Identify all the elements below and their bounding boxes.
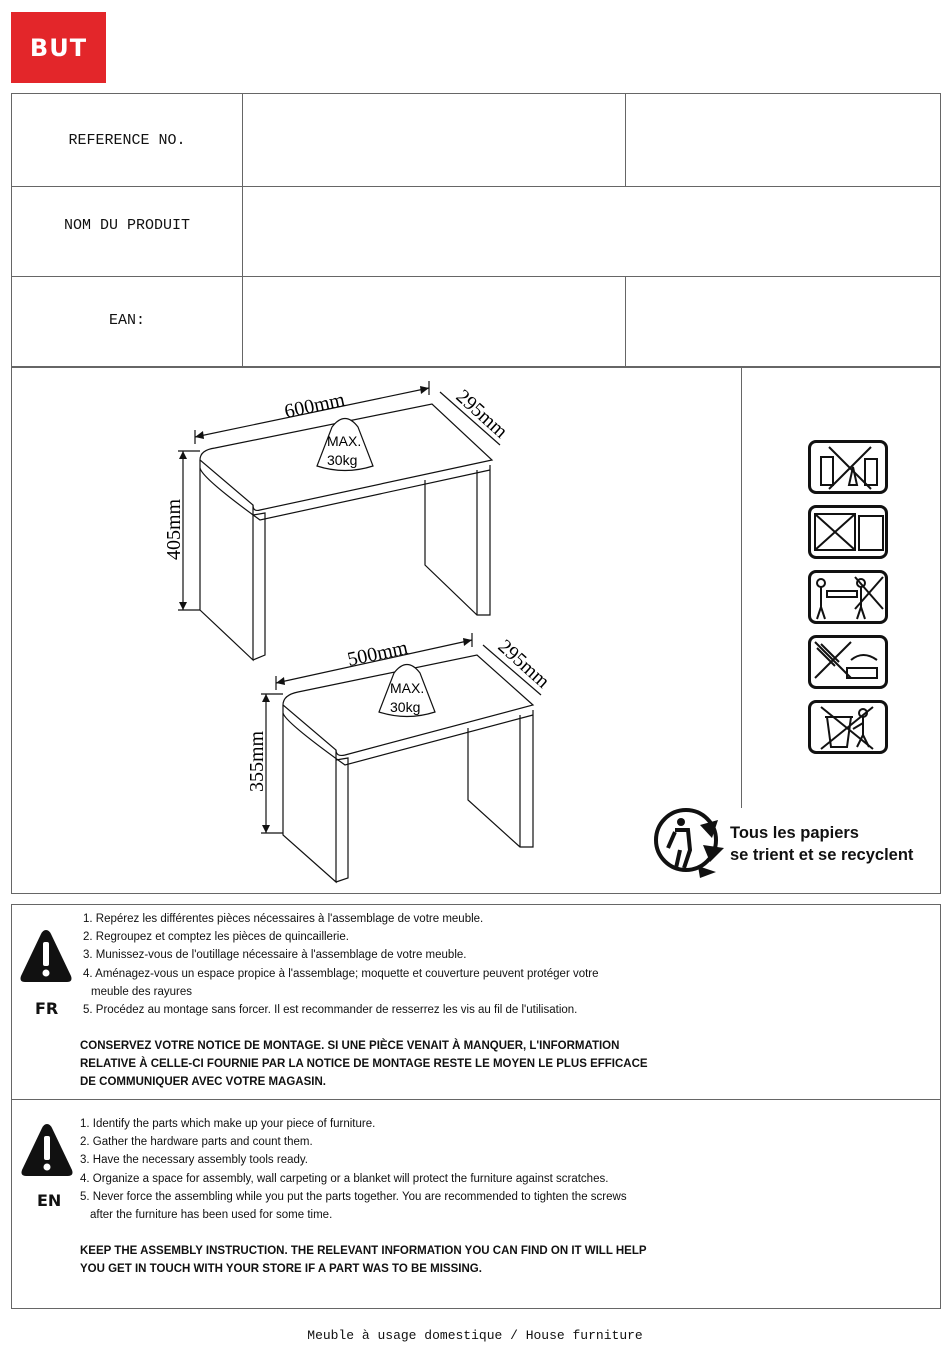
lang-label-fr: FR [35, 999, 59, 1018]
recycling-message [730, 822, 913, 866]
large-table-height-label: 405mm [163, 498, 185, 560]
fr-step-2: 2. Regroupez et comptez les pièces de quincaillerie. [83, 931, 349, 944]
fr-notice-2: RELATIVE À CELLE-CI FOURNIE PAR LA NOTICE DE MONTAGE RESTE LE MOYEN LE PLUS EFFICACE [80, 1058, 648, 1071]
reference-label: REFERENCE NO. [68, 132, 186, 149]
product-name-label: NOM DU PRODUIT [63, 217, 191, 234]
no-scratch-icon [808, 635, 888, 689]
small-table-max-label: MAX. [390, 680, 425, 696]
fr-step-1: 1. Repérez les différentes pièces nécessaires à l'assemblage de votre meuble. [83, 913, 484, 925]
ean-label: EAN: [108, 312, 145, 329]
triman-recycle-icon [656, 810, 724, 878]
instructions-en-steps [80, 1115, 627, 1224]
footer-text: Meuble à usage domestique / House furniture [307, 1328, 643, 1343]
large-table-max-label: MAX. [327, 433, 362, 449]
small-table-load-label: 30kg [390, 699, 421, 715]
en-step-2: 2. Gather the hardware parts and count them. [80, 1136, 313, 1149]
en-step-5-cont: after the furniture has been used for some time. [90, 1209, 333, 1222]
brand-logo-text: BUT [29, 33, 88, 62]
no-chemicals-icon [808, 440, 888, 494]
large-table-depth-label: 295mm [451, 385, 512, 443]
two-person-assembly-icon [808, 570, 888, 624]
large-table-load-label: 30kg [327, 452, 358, 468]
small-table-height-label: 355mm [246, 730, 268, 792]
recycling-line-2: se trient et se recyclent [730, 846, 914, 864]
en-notice-2: YOU GET IN TOUCH WITH YOUR STORE IF A PART WAS TO BE MISSING. [80, 1263, 482, 1276]
fr-step-4: 4. Aménagez-vous un espace propice à l'assemblage; moquette et couverture peuvent protéger votre [83, 967, 599, 980]
instructions-en-notice [80, 1242, 647, 1278]
fr-notice-1: CONSERVEZ VOTRE NOTICE DE MONTAGE. SI UNE PIÈCE VENAIT À MANQUER, L'INFORMATION [80, 1040, 620, 1052]
instructions-fr-steps [83, 910, 599, 1019]
fr-step-5: 5. Procédez au montage sans forcer. Il est recommander de resserrez les vis au fil de l'utilisation. [83, 1004, 578, 1017]
large-table-width-label: 600mm [282, 388, 347, 423]
warning-icon-fr [19, 926, 73, 986]
en-step-1: 1. Identify the parts which make up your piece of furniture. [80, 1118, 376, 1130]
no-overlapping-icon [808, 505, 888, 559]
fr-notice-3: DE COMMUNIQUER AVEC VOTRE MAGASIN. [80, 1076, 326, 1089]
en-step-4: 4. Organize a space for assembly, wall carpeting or a blanket will protect the furniture against scratches. [80, 1172, 609, 1185]
fr-step-3: 3. Munissez-vous de l'outillage nécessaire à l'assemblage de votre meuble. [83, 949, 467, 962]
no-household-waste-icon [808, 700, 888, 754]
small-table-width-label: 500mm [345, 636, 410, 671]
instructions-fr-notice [80, 1037, 648, 1092]
recycling-line-1: Tous les papiers [730, 824, 859, 842]
en-notice-1: KEEP THE ASSEMBLY INSTRUCTION. THE RELEVANT INFORMATION YOU CAN FIND ON IT WILL HELP [80, 1245, 647, 1257]
en-step-3: 3. Have the necessary assembly tools ready. [80, 1154, 308, 1167]
en-step-5: 5. Never force the assembling while you put the parts together. You are recommended to tighten the screws [80, 1190, 627, 1203]
warning-icon-en [20, 1120, 74, 1180]
fr-step-4-cont: meuble des rayures [91, 985, 192, 998]
lang-label-en: EN [37, 1191, 62, 1210]
small-table-depth-label: 295mm [493, 635, 554, 693]
